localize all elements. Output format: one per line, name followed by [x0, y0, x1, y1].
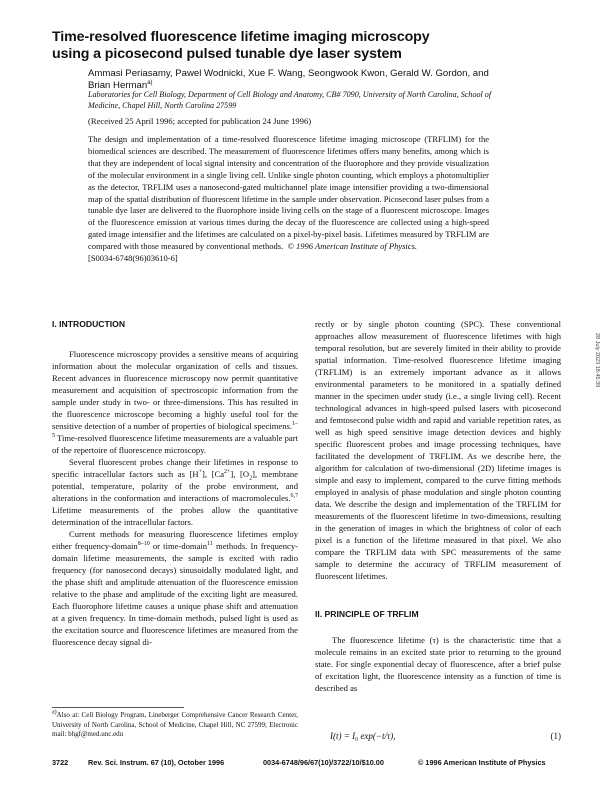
title-line-1: Time-resolved fluorescence lifetime imaging microscopy: [52, 29, 430, 45]
abstract-copyright: © 1996 American Institute of Physics.: [287, 241, 418, 252]
download-timestamp: 28 July 2023 18:45:39: [594, 333, 600, 388]
equation-number: (1): [550, 731, 561, 741]
abstract-text: The design and implementation of a time-resolved fluorescence lifetime imaging microscope (TRFLIM) for the biomedical sciences are described. The measurement of fluorescence lifetimes offers many benefits, among which is that they are independent of local signal intensity and concentration of the fluorophore and they provide visualization of the molecular environment in a single living cell. Unlike single photon counting, which employs a photomultiplier as the detector, TRFLIM uses a nanosecond-gated multichannel plate image intensifier providing a two-dimensional map of the spatial distribution of fluorescent lifetime in the sample under observation. Picosecond laser pulses from a tunable dye laser are delivered to the fluorophore inside living cells on the stage of a fluorescent microscope. Images of the fluorescence emission at various times during the decay of the fluorescence are collected using a high-speed gated image intensifier and the lifetimes are calculated on a pixel-by-pixel basis. Lifetimes measured by TRFLIM are compared with those measured by conventional methods.: [88, 134, 489, 252]
received-dates: (Received 25 April 1996; accepted for publication 24 June 1996): [88, 116, 312, 126]
footnote: [52, 711, 298, 740]
text: or time-domain: [149, 541, 208, 551]
authors-text: Ammasi Periasamy, Pawel Wodnicki, Xue F. Wang, Seongwook Kwon, Gerald W. Gordon, and Brian Herman: [88, 68, 489, 91]
footnote-divider: [52, 707, 184, 708]
text: ], [O: [230, 469, 250, 479]
subscript: 2: [249, 475, 253, 482]
title-line-2: using a picosecond pulsed tunable dye laser system: [52, 46, 402, 62]
equation-1: [330, 731, 561, 741]
footnote-mark: a): [52, 709, 57, 716]
citation: 6,7: [290, 493, 298, 500]
principle-paragraph-1: The fluorescence lifetime (τ) is the characteristic time that a molecule remains in an excited state prior to returning to the ground state. For single exponential decay of fluorescence, after a brief pulse of excitation light, the fluorescence intensity as a function of time is described as: [315, 635, 561, 693]
text: Fluorescence microscopy provides a sensitive means of acquiring information about the molecular organization of cells and tissues. Recent advances in fluorescence microscopy now permit quantitative measurement and acquisition of spectroscopic information from the sample under study in two- or three-dimensions. This has resulted in the fluorescence microscope becoming a highly useful tool for the sensitive detection of a number of properties of biological specimens.: [52, 349, 298, 431]
left-column: [52, 318, 298, 648]
citation: 8–10: [137, 541, 150, 548]
article-code: 0034-6748/96/67(10)/3722/10/$10.00: [263, 758, 384, 767]
abstract: [88, 134, 489, 265]
superscript: +: [198, 469, 202, 476]
intro-paragraph-2: [52, 456, 298, 528]
page-footer: [52, 758, 562, 767]
text: Lifetime measurements of the probes allow the quantitative determination of the intracellular factors.: [52, 505, 298, 527]
intro-paragraph-1: [52, 348, 298, 456]
footnote-text: Also at: Cell Biology Program, Lineberger Comprehensive Cancer Research Center, University of North Carolina, School of Medicine, Chapel Hill, NC 27599; Electronic mail: bhgf@med.unc.edu: [52, 711, 298, 739]
page-number: 3722: [52, 758, 69, 767]
affiliation: Laboratories for Cell Biology, Department of Cell Biology and Anatomy, CB# 7090, University of North Carolina, School of Medicine, Chapel Hill, North Carolina 27599: [88, 90, 492, 110]
text: Time-resolved fluorescence lifetime measurements are a valuable part of the repertoire of fluorescence microscopy.: [52, 433, 298, 455]
footer-copyright: © 1996 American Institute of Physics: [418, 758, 546, 767]
citation: 11: [207, 541, 213, 548]
text: ], membrane potential, temperature, polarity of the probe environment, and alterations in the conformation and interactions of macromolecules.: [52, 469, 298, 503]
paper-title: [52, 29, 512, 63]
intro-continued-paragraph: rectly or by single photon counting (SPC). These conventional approaches allow measurement of fluorescence lifetimes with high temporal resolution, but are severely limited in their ability to provide spatial information. Time-resolved fluorescence lifetime imaging (TRFLIM) is an extremely important advance as it allows environmental parameters to be monitored in a spatially defined manner in the specimen under study (i.e., a single living cell). Recent technological advances in high-speed pulsed lasers with picosecond and femtosecond pulse width and rapid and variable repetition rates, as well as high speed sensitive image detection devices and highly specific fluorescent probes and image processing techniques, have facilitated the development of TRFLIM. As we describe here, the algorithm for calculation of two-dimensional (2D) lifetime images is simple and easy to implement, compared to the curve fitting methods employed in analysis of phase modulation and single photon counting data. We describe the design and implementation of the TRFLIM for measurements of the fluorescent lifetime in two-dimensions, resulting in the generation of images in which the brightness of color of each pixel is a function of the lifetime measured in that pixel. We also compare the TRFLIM data with SPC measurements of the same sample to determine the accuracy of TRFLIM measurement of fluorescent lifetimes.: [315, 319, 561, 581]
section-heading-introduction: I. INTRODUCTION: [52, 319, 126, 329]
text: methods. In frequency-domain lifetime measurements, the sample is excited with radio frequency (for nanosecond decays) sinusoidally modulated light, and the phase shift and amplitude attenuation of the fluorescence emission relative to the phase and amplitude of the exciting light are measured. Each fluorophore lifetime causes a unique phase shift and attenuation at a given frequency. In time-domain methods, pulsed light is used as the excitation source and fluorescence lifetimes are measured from the fluorescence decay signal di-: [52, 541, 298, 647]
journal-citation: Rev. Sci. Instrum. 67 (10), October 1996: [88, 758, 225, 767]
section-heading-principle: II. PRINCIPLE OF TRFLIM: [315, 609, 419, 619]
intro-paragraph-3: [52, 528, 298, 648]
abstract-code: [S0034-6748(96)03610-6]: [88, 253, 178, 264]
author-list: [88, 68, 508, 91]
text: ], [Ca: [202, 469, 225, 479]
right-column: [315, 318, 561, 694]
author-footnote-mark: a): [147, 79, 153, 86]
text: Several fluorescent probes change their lifetimes in response to specific intracellular factors such as [H: [52, 457, 298, 479]
equation-expression: I(t) = I₀ exp(−t/τ),: [330, 731, 396, 741]
text: Current methods for measuring fluorescence lifetimes employ either frequency-domain: [52, 529, 298, 551]
superscript: 2+: [224, 469, 231, 476]
citation: 1–5: [52, 421, 298, 440]
